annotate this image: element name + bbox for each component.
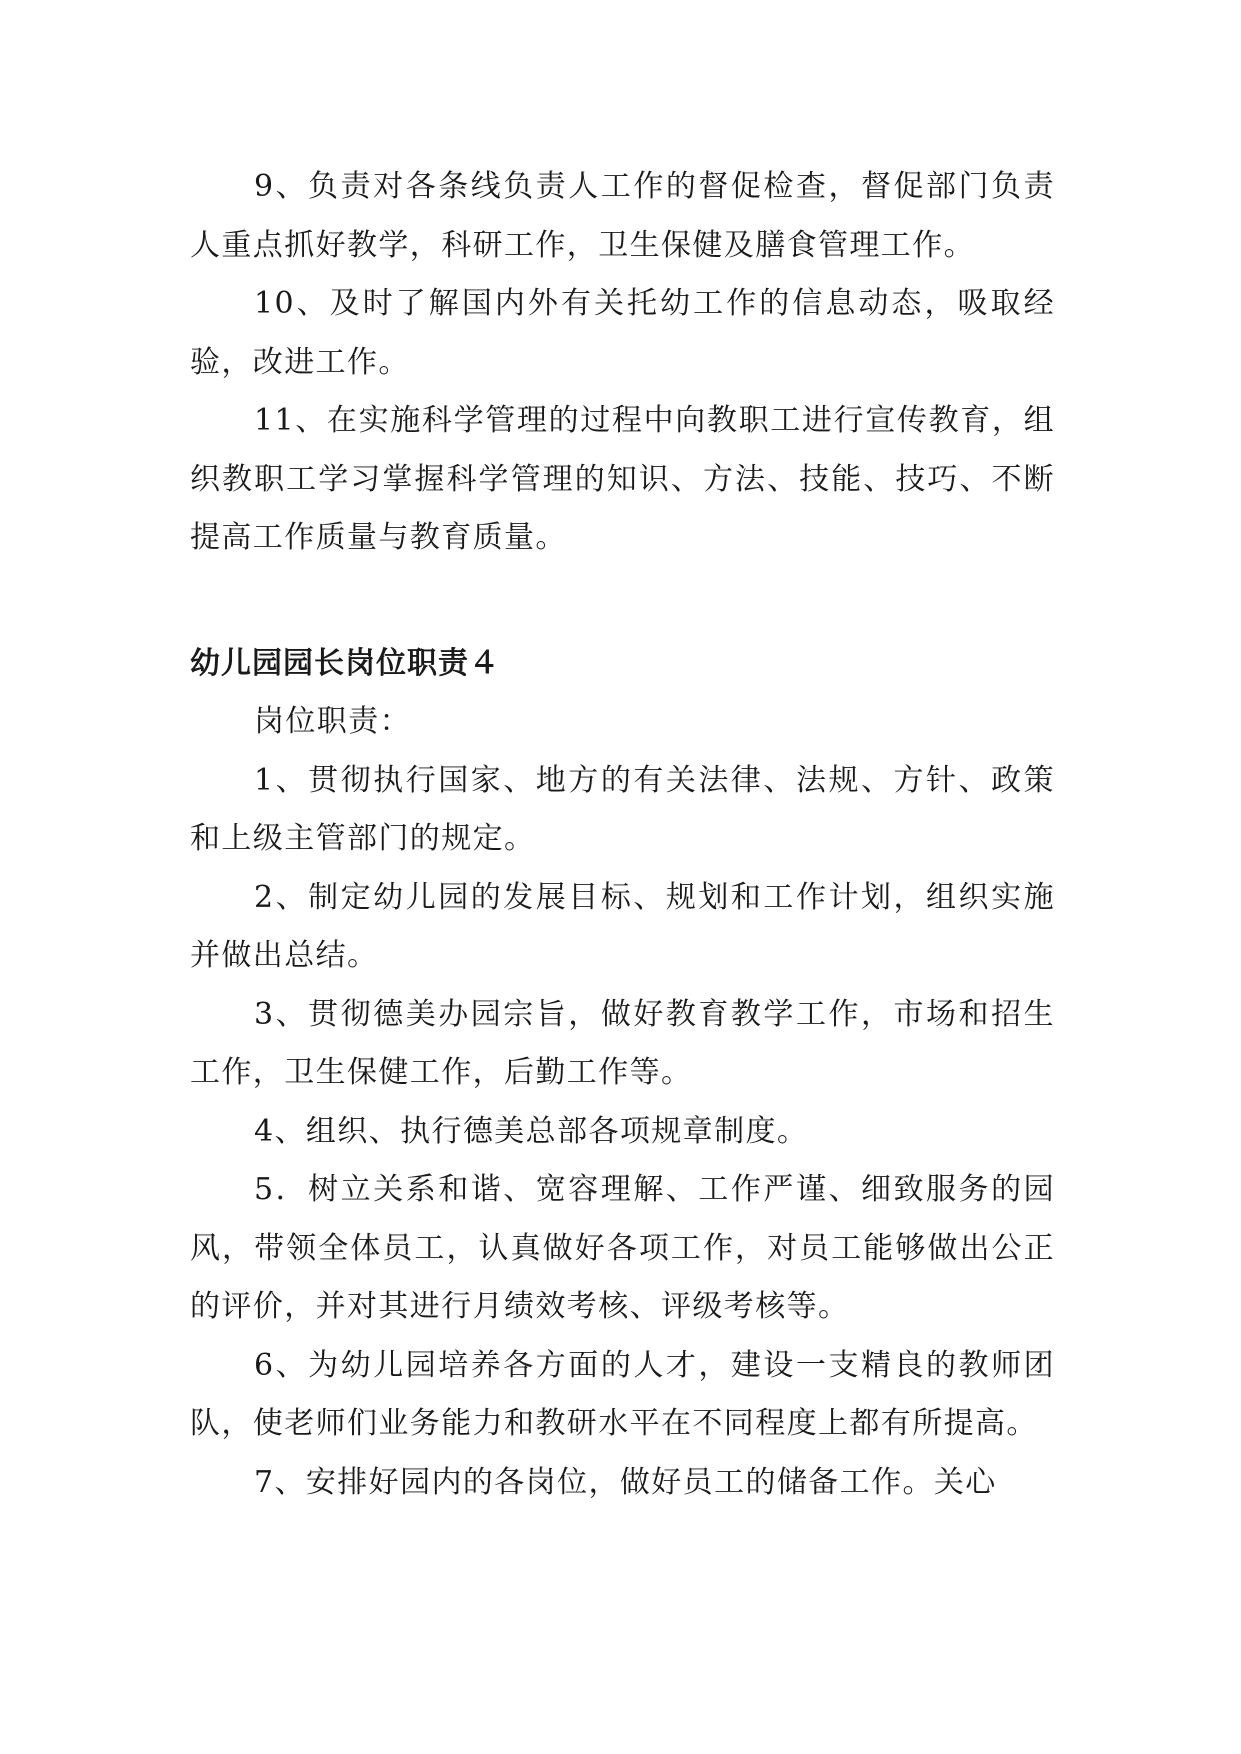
section-item-3: 3、贯彻德美办园宗旨，做好教育教学工作，市场和招生工作，卫生保健工作，后勤工作等。	[190, 996, 1055, 1090]
section-item-2: 2、制定幼儿园的发展目标、规划和工作计划，组织实施并做出总结。	[190, 879, 1055, 973]
section-title: 幼儿园园长岗位职责４	[190, 645, 500, 681]
section-intro: 岗位职责：	[254, 704, 411, 739]
section-item-5: 5．树立关系和谐、宽容理解、工作严谨、细致服务的园风，带领全体员工，认真做好各项工作，对员工能够做出公正的评价，并对其进行月绩效考核、评级考核等。	[190, 1172, 1055, 1324]
document-page	[190, 158, 1055, 1512]
section-spacer	[190, 568, 1055, 635]
paragraph-item-11: 11、在实施科学管理的过程中向教职工进行宣传教育，组织教职工学习掌握科学管理的知识、方法、技能、技巧、不断提高工作质量与教育质量。	[190, 403, 1055, 555]
section-item-1: 1、贯彻执行国家、地方的有关法律、法规、方针、政策和上级主管部门的规定。	[190, 762, 1055, 856]
section-item-6: 6、为幼儿园培养各方面的人才，建设一支精良的教师团队，使老师们业务能力和教研水平在不同程度上都有所提高。	[190, 1347, 1055, 1441]
paragraph-item-10: 10、及时了解国内外有关托幼工作的信息动态，吸取经验，改进工作。	[190, 286, 1055, 380]
section-item-4: 4、组织、执行德美总部各项规章制度。	[254, 1113, 809, 1149]
section-item-7: 7、安排好园内的各岗位，做好员工的储备工作。关心	[254, 1464, 997, 1500]
paragraph-item-9: 9、负责对各条线负责人工作的督促检查，督促部门负责人重点抓好教学，科研工作，卫生保健及膳食管理工作。	[190, 169, 1055, 263]
